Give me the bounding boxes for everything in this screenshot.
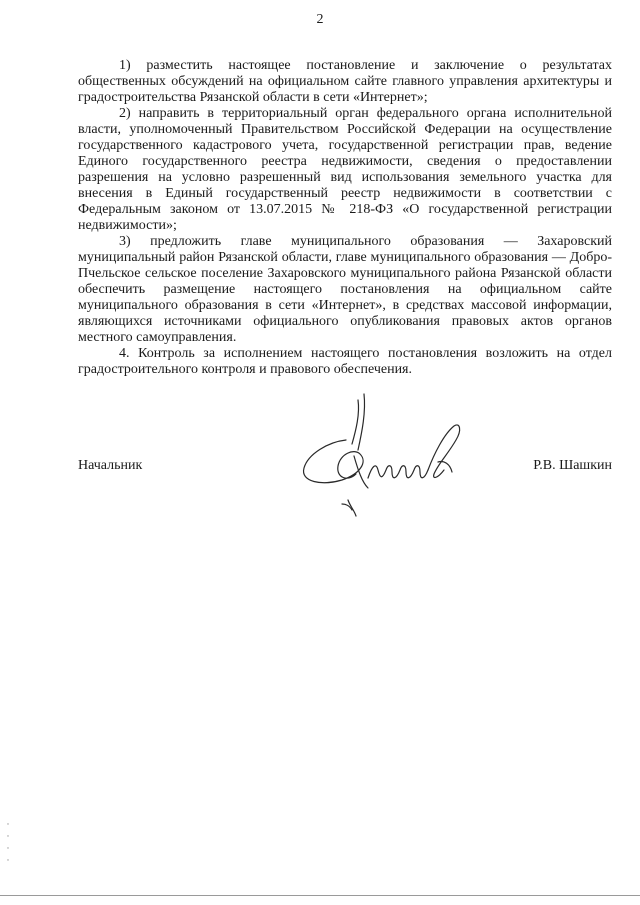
page-number: 2 [316, 12, 324, 27]
signer-name: Р.В. Шашкин [533, 458, 612, 473]
signature-block [78, 458, 612, 480]
scan-bottom-edge [0, 895, 640, 896]
document-body [78, 58, 612, 378]
paragraph-item-3: 3) предложить главе муниципального образования — Захаровский муниципальный район Рязанской области, главе муниципального образования — Добро-Пчельское сельское поселение Захаровского муниципального района Рязанской области обеспечить размещение настоящего постановления на официальном сайте муниципального образования в сети «Интернет», в средствах массовой информации, являющихся источниками официального опубликования правовых актов органов местного самоуправления. [78, 234, 612, 345]
paragraph-item-1: 1) разместить настоящее постановление и заключение о результатах общественных обсуждений на официальном сайте главного управления архитектуры и градостроительства Рязанской области в сети «Интернет»; [78, 58, 612, 105]
margin-dots-mark [6, 820, 10, 870]
handwritten-signature [288, 392, 488, 522]
paragraph-item-2: 2) направить в территориальный орган федерального органа исполнительной власти, уполномоченный Правительством Российской Федерации на осуществление государственного кадастрового учета, государственной регистрации прав, ведение Единого государственного реестра недвижимости, сведения о предоставлении разрешения на условно разрешенный вид использования земельного участка для внесения в Единый государственный реестр недвижимости в соответствии с Федеральным законом от 13.07.2015 № 218-ФЗ «О государственной регистрации недвижимости»; [78, 106, 612, 233]
paragraph-item-4: 4. Контроль за исполнением настоящего постановления возложить на отдел градостроительного контроля и правового обеспечения. [78, 346, 612, 377]
signer-position: Начальник [78, 458, 143, 473]
